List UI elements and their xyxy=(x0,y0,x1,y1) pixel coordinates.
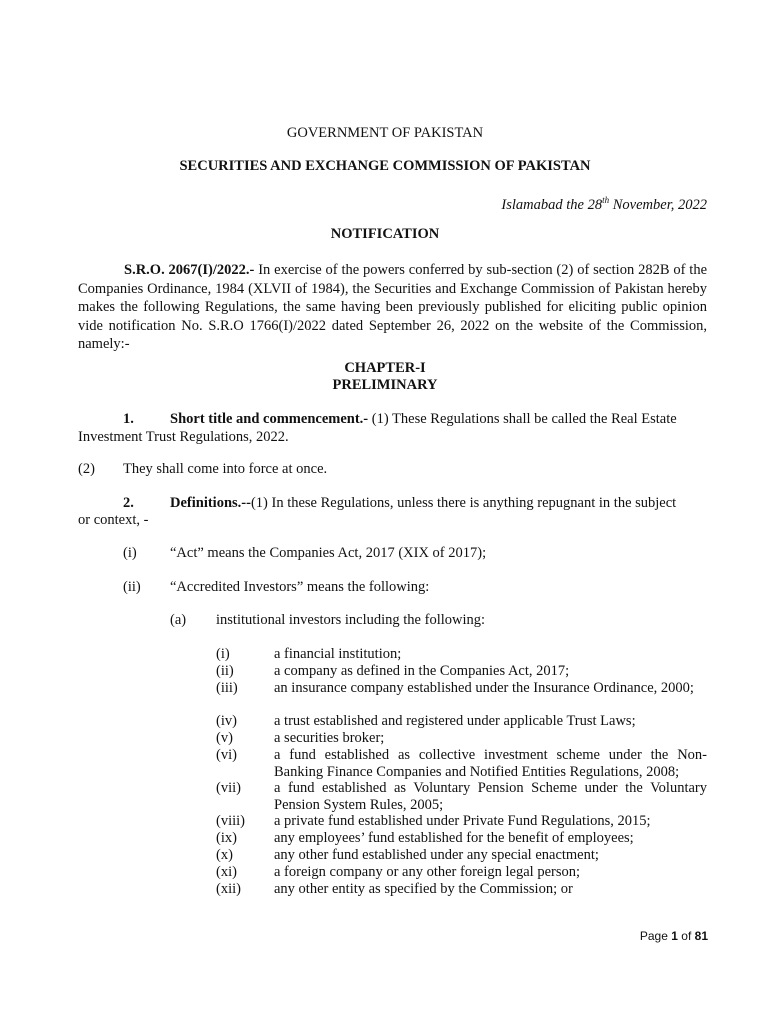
list-item-number: (xi) xyxy=(216,864,237,880)
section-2-line-2: or context, - xyxy=(78,512,149,528)
list-item-number: (ii) xyxy=(216,663,234,679)
list-item-text: a private fund established under Private Fund Regulations, 2015; xyxy=(274,813,651,829)
definition-i-text: “Act” means the Companies Act, 2017 (XIX of 2017); xyxy=(170,545,487,561)
definition-i-number: (i) xyxy=(123,545,137,561)
list-item-text: a financial institution; xyxy=(274,646,402,662)
clause-a-number: (a) xyxy=(170,612,187,628)
section-2-heading: Definitions.-- xyxy=(170,495,251,511)
section-1-sub-2-text: They shall come into force at once. xyxy=(123,461,328,477)
clause-a-text: institutional investors including the following: xyxy=(216,612,486,628)
section-1-line-1 xyxy=(170,411,677,428)
section-2-line-1 xyxy=(170,495,676,512)
commission-heading: SECURITIES AND EXCHANGE COMMISSION OF PAKISTAN xyxy=(179,158,591,174)
list-item-text: a company as defined in the Companies Act, 2017; xyxy=(274,663,570,679)
notification-title: NOTIFICATION xyxy=(330,226,440,242)
section-1-sub-2-number: (2) xyxy=(78,461,95,477)
section-2-text-a: (1) In these Regulations, unless there is anything repugnant in the subject xyxy=(250,495,677,511)
list-item-number: (vii) xyxy=(216,780,241,796)
list-item-text: an insurance company established under the Insurance Ordinance, 2000; xyxy=(274,680,694,696)
preamble-paragraph xyxy=(78,261,707,354)
definition-ii-text: “Accredited Investors” means the following: xyxy=(170,579,430,595)
chapter-number: CHAPTER-I xyxy=(344,360,426,376)
date-prefix: Islamabad the 28 xyxy=(501,196,603,213)
section-1-number: 1. xyxy=(123,411,134,427)
list-item-text: a fund established as Voluntary Pension Scheme under the Voluntary Pension System Rules, 2005; xyxy=(274,780,707,813)
preamble-text: In exercise of the powers conferred by sub-section (2) of section 282B of the Companies Ordinance, 1984 (XLVII of 1984), the Securities and Exchange Commission of Pakistan hereby makes the following Regulations, the same having been previously published for eliciting public opinion vide notification No. S.R.O 1766(I)/2022 dated September 26, 2022 on the website of the Commission, namely:- xyxy=(78,262,708,352)
page-number-footer xyxy=(640,929,708,943)
list-item-number: (v) xyxy=(216,730,233,746)
list-item-number: (viii) xyxy=(216,813,245,829)
section-2-number: 2. xyxy=(123,495,134,511)
list-item-number: (iii) xyxy=(216,680,238,696)
list-item-text: a securities broker; xyxy=(274,730,385,746)
section-1-heading: Short title and commencement.- xyxy=(170,411,369,427)
date-suffix: November, 2022 xyxy=(609,196,707,213)
page-total: 81 xyxy=(694,929,708,943)
list-item-number: (xii) xyxy=(216,881,241,897)
government-heading: GOVERNMENT OF PAKISTAN xyxy=(286,125,484,141)
notification-date xyxy=(501,192,707,214)
date-superscript: th xyxy=(602,195,610,205)
list-item-text: a fund established as collective investment scheme under the Non-Banking Finance Companies and Notified Entities Regulations, 2008; xyxy=(274,747,707,780)
page-current: 1 xyxy=(671,929,678,943)
list-item-text: any other fund established under any special enactment; xyxy=(274,847,599,863)
list-item-text: any employees’ fund established for the benefit of employees; xyxy=(274,830,634,846)
sro-number: S.R.O. 2067(I)/2022.- xyxy=(124,262,255,278)
section-1-line-2: Investment Trust Regulations, 2022. xyxy=(78,429,289,445)
list-item-text: a foreign company or any other foreign legal person; xyxy=(274,864,581,880)
list-item-number: (i) xyxy=(216,646,230,662)
list-item-number: (vi) xyxy=(216,747,237,763)
list-item-number: (x) xyxy=(216,847,233,863)
page-of: of xyxy=(681,929,692,943)
list-item-text: a trust established and registered under applicable Trust Laws; xyxy=(274,713,636,729)
list-item-number: (iv) xyxy=(216,713,237,729)
definition-ii-number: (ii) xyxy=(123,579,141,595)
section-1-text-a: (1) These Regulations shall be called the Real Estate xyxy=(371,411,677,427)
list-item-number: (ix) xyxy=(216,830,237,846)
chapter-title: PRELIMINARY xyxy=(332,377,438,393)
page-label: Page xyxy=(639,929,668,943)
list-item-text: any other entity as specified by the Commission; or xyxy=(274,881,573,897)
